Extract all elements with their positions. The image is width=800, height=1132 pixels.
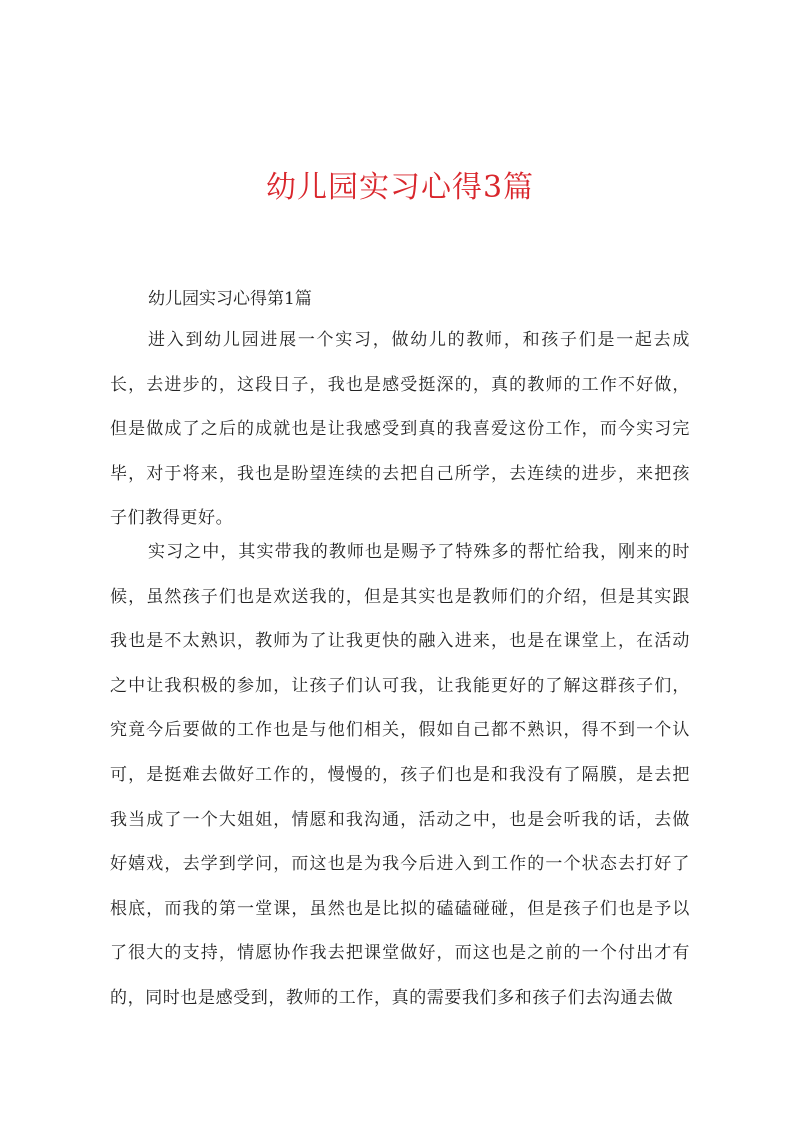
- body-paragraph-2: 实习之中，其实带我的教师也是赐予了特殊多的帮忙给我，刚来的时候，虽然孩子们也是欢送我的，但是其实也是教师们的介绍，但是其实跟我也是不太熟识，教师为了让我更快的融入进来，也是在课堂上，在活动之中让我积极的参加，让孩子们认可我，让我能更好的了解这群孩子们，究竟今后要做的工作也是与他们相关，假如自己都不熟识，得不到一个认可，是挺难去做好工作的，慢慢的，孩子们也是和我没有了隔膜，是去把我当成了一个大姐姐，情愿和我沟通，活动之中，也是会听我的话，去做好嬉戏，去学到学问，而这也是为我今后进入到工作的一个状态去打好了根底，而我的第一堂课，虽然也是比拟的磕磕碰碰，但是孩子们也是予以了很大的支持，情愿协作我去把课堂做好，而这也是之前的一个付出才有的，同时也是感受到，教师的工作，真的需要我们多和孩子们去沟通去做: [110, 542, 690, 1008]
- section-heading: 幼儿园实习心得第1篇: [148, 289, 312, 309]
- body-paragraph-1: 进入到幼儿园进展一个实习，做幼儿的教师，和孩子们是一起去成长，去进步的，这段日子，我也是感受挺深的，真的教师的工作不好做，但是做成了之后的成就也是让我感受到真的我喜爱这份工作，而今实习完毕，对于将来，我也是盼望连续的去把自己所学，去连续的进步，来把孩子们教得更好。: [110, 330, 690, 529]
- document-title: 幼儿园实习心得3篇: [265, 170, 535, 205]
